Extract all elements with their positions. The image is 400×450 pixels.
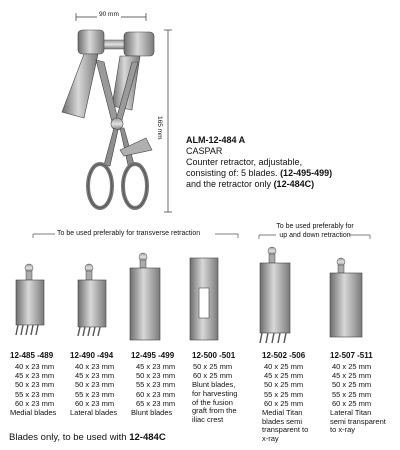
blade-code: 12-500 -501	[192, 351, 236, 360]
lateral-titan-blade-image	[330, 258, 362, 337]
blade-name: Blunt blades, for harvesting of the fusion graft from the iliac crest	[192, 380, 238, 424]
blade-column-medial: 12-485 -489 40 x 23 mm 45 x 23 mm 50 x 23 mm 55 x 23 mm 60 x 23 mm Medial blades	[10, 351, 68, 418]
product-name: CASPAR	[186, 146, 223, 156]
blade-name: Blunt blades	[131, 408, 173, 418]
blade-code: 12-502 -506	[262, 351, 306, 360]
height-dimension	[164, 30, 172, 212]
blade-code: 12-490 -494	[70, 351, 114, 360]
blade-column-lateral: 12-490 -494 40 x 23 mm 45 x 23 mm 50 x 23 mm 55 x 23 mm 60 x 23 mm Lateral blades	[70, 351, 128, 418]
blade-column-lateral-titan: 12-507 -511 40 x 25 mm 45 x 25 mm 50 x 25 mm 55 x 25 mm 60 x 25 mm Lateral Titan semi transparent to x-ray	[330, 351, 398, 435]
blade-code: 12-485 -489	[10, 351, 54, 360]
blade-name: Medial Titan blades semi transparent to x-ray	[262, 408, 309, 443]
transverse-note: To be used preferably for transverse retraction	[57, 230, 201, 237]
product-desc-line1: Counter retractor, adjustable,	[186, 157, 303, 167]
blade-code: 12-507 -511	[330, 351, 373, 360]
product-desc-line3: and the retractor only (12-484C)	[186, 179, 315, 189]
harvesting-blade-image	[190, 258, 218, 340]
width-label: 90 mm	[99, 11, 119, 18]
footer-note: Blades only, to be used with 12-484C	[9, 432, 166, 443]
blade-name: Medial blades	[10, 408, 57, 418]
product-code: ALM-12-484 A	[186, 135, 246, 145]
lateral-blade-image	[78, 264, 106, 336]
blunt-blade-image	[130, 253, 160, 340]
product-desc-line2: consisting of: 5 blades. (12-495-499)	[186, 168, 333, 178]
blade-name: Lateral Titan semi transparent to x-ray	[330, 408, 386, 435]
product-description	[186, 135, 332, 190]
medial-blade-image	[16, 264, 44, 335]
blade-column-medial-titan: 12-502 -506 40 x 25 mm 45 x 25 mm 50 x 25 mm 55 x 25 mm 60 x 25 mm Medial Titan blades semi transparent to x-ray	[262, 351, 326, 443]
blade-column-blunt: 12-495 -499 45 x 23 mm 50 x 23 mm 55 x 23 mm 60 x 23 mm 65 x 23 mm Blunt blades	[131, 351, 189, 418]
blade-name: Lateral blades	[70, 408, 118, 418]
blade-code: 12-495 -499	[131, 351, 175, 360]
updown-note: To be used preferably for up and down retraction	[276, 223, 354, 239]
blade-column-harvesting: 12-500 -501 50 x 25 mm 60 x 25 mm Blunt blades, for harvesting of the fusion graft from the iliac crest	[192, 351, 254, 424]
height-label: 165 mm	[156, 116, 163, 140]
medial-titan-blade-image	[260, 247, 290, 343]
